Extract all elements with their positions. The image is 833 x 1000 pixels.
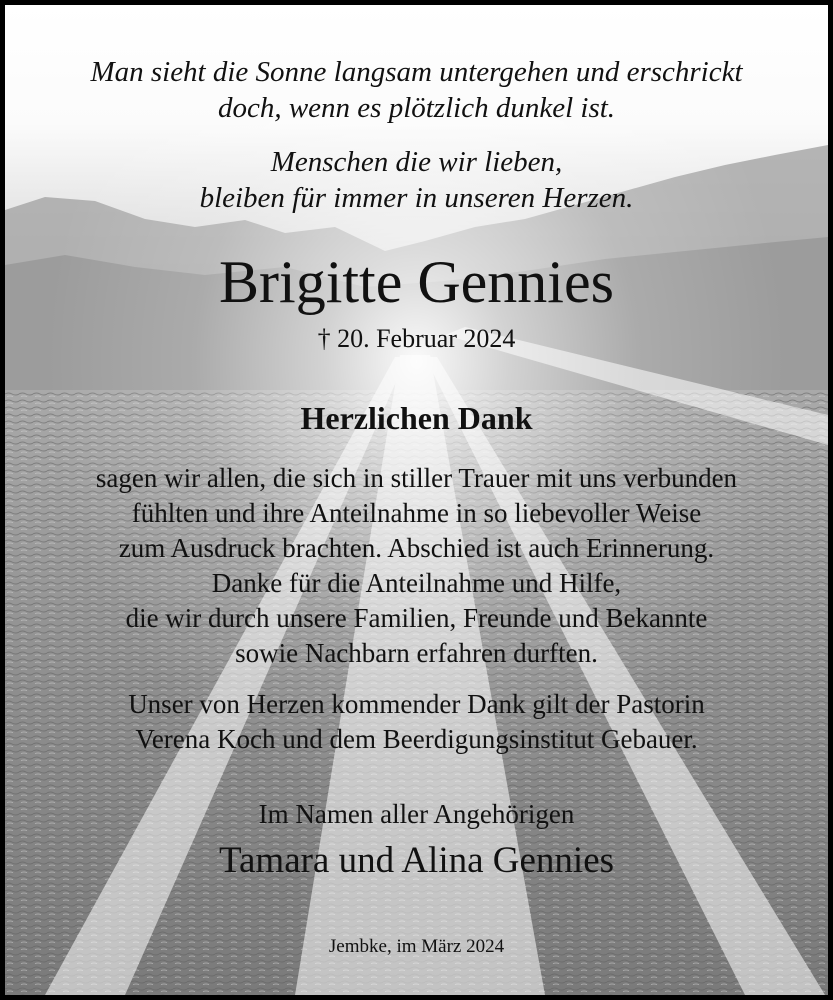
place-date: Jembke, im März 2024 — [328, 936, 505, 957]
death-date: † 20. Februar 2024 — [317, 324, 516, 353]
thanks-line-1: sagen wir allen, die sich in stiller Trauer mit uns verbunden — [95, 463, 738, 493]
quote-line-3: Menschen die wir lieben, — [270, 146, 563, 178]
quote-line-1: Man sieht die Sonne langsam untergehen und erschrickt — [90, 56, 743, 88]
thanks-line-2: fühlten und ihre Anteilnahme in so liebevoller Weise — [131, 498, 702, 528]
thanks-line-6: sowie Nachbarn erfahren durften. — [235, 638, 598, 668]
thanks-line-3: zum Ausdruck brachten. Abschied ist auch Erinnerung. — [118, 533, 715, 563]
thanks-line-5: die wir durch unsere Familien, Freunde und Bekannte — [125, 603, 708, 633]
deceased-name: Brigitte Gennies — [219, 249, 614, 315]
signature-intro: Im Namen aller Angehörigen — [258, 799, 575, 829]
obituary-content — [5, 5, 828, 995]
thanks-heading: Herzlichen Dank — [300, 400, 533, 436]
thanks-line-7: Unser von Herzen kommender Dank gilt der Pastorin — [128, 689, 705, 719]
quote-line-4: bleiben für immer in unseren Herzen. — [199, 182, 634, 214]
signature-names: Tamara und Alina Gennies — [218, 840, 615, 881]
thanks-line-8: Verena Koch und dem Beerdigungsinstitut Gebauer. — [135, 724, 698, 754]
thanks-line-4: Danke für die Anteilnahme und Hilfe, — [211, 568, 622, 598]
quote-line-2: doch, wenn es plötzlich dunkel ist. — [217, 92, 616, 124]
